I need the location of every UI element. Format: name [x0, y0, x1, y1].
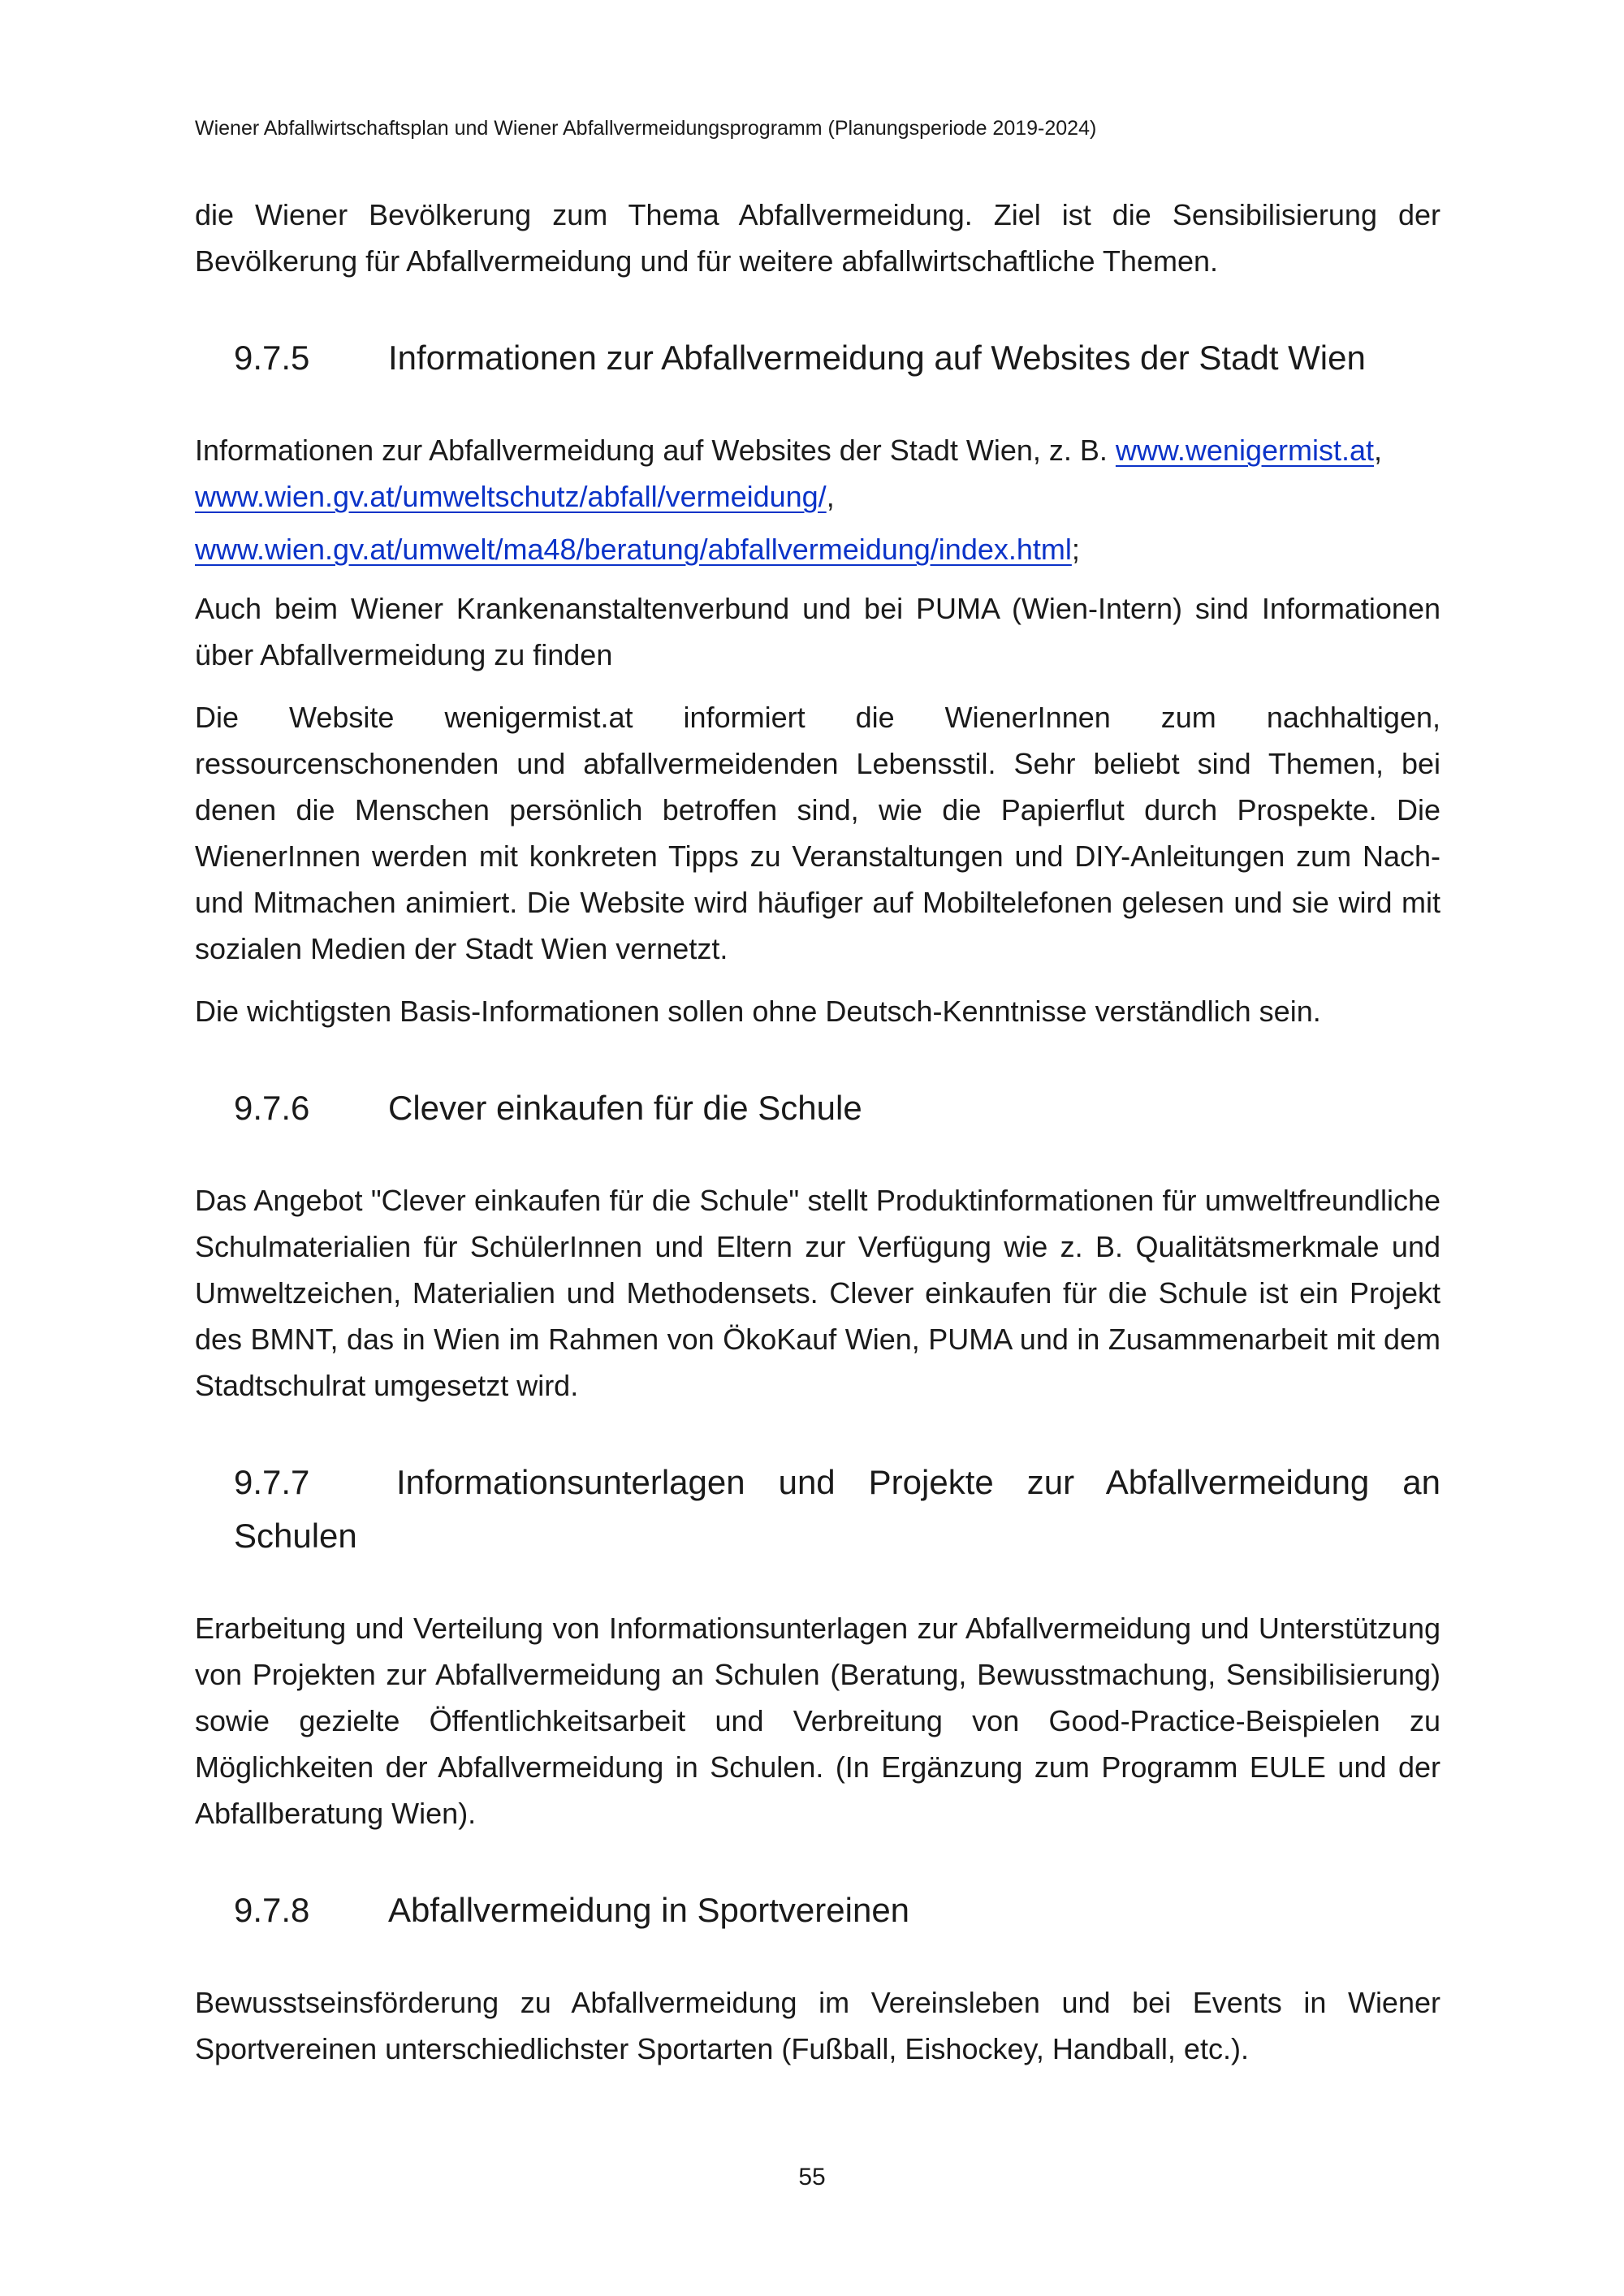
- page-content: [195, 192, 1440, 2088]
- section-title: Clever einkaufen für die Schule: [388, 1089, 862, 1127]
- section-number: 9.7.6: [234, 1089, 310, 1127]
- informationsunterlagen-paragraph: Erarbeitung und Verteilung von Informationsunterlagen zur Abfallvermeidung und Unterstützung von Projekten zur Abfallvermeidung an Schulen (Beratung, Bewusstmachung, Sensibilisierung) sowie gezielte Öffentlichkeitsarbeit und Verbreitung von Good-Practice-Beispielen zu Möglichkeiten der Abfallvermeidung in Schulen. (In Ergänzung zum Programm EULE und der Abfallberatung Wien).: [195, 1612, 1440, 1830]
- clever-einkaufen-paragraph: Das Angebot "Clever einkaufen für die Schule" stellt Produktinformationen für umweltfreundliche Schulmaterialien für SchülerInnen und Eltern zur Verfügung wie z. B. Qualitätsmerkmale und Umweltzeichen, Materialien und Methodensets. Clever einkaufen für die Schule ist ein Projekt des BMNT, das in Wien im Rahmen von ÖkoKauf Wien, PUMA und in Zusammenarbeit mit dem Stadtschulrat umgesetzt wird.: [195, 1184, 1440, 1402]
- link-wenigermist[interactable]: www.wenigermist.at: [1115, 434, 1374, 467]
- link-umweltschutz-abfall-vermeidung[interactable]: www.wien.gv.at/umweltschutz/abfall/vermeidung/: [195, 480, 827, 513]
- krankenanstaltenverbund-paragraph: Auch beim Wiener Krankenanstaltenverbund und bei PUMA (Wien-Intern) sind Informationen über Abfallvermeidung zu finden: [195, 592, 1440, 671]
- running-header: Wiener Abfallwirtschaftsplan und Wiener Abfallvermeidungsprogramm (Planungsperiode 2019-2024): [195, 117, 1097, 140]
- section-title: Abfallvermeidung in Sportvereinen: [388, 1891, 910, 1929]
- sportvereine-paragraph: Bewusstseinsförderung zu Abfallvermeidung im Vereinsleben und bei Events in Wiener Sportvereinen unterschiedlichster Sportarten (Fußball, Eishockey, Handball, etc.).: [195, 1986, 1440, 2065]
- page-number: 55: [798, 2164, 826, 2190]
- section-title: Informationsunterlagen und Projekte zur Abfallvermeidung an Schulen: [234, 1463, 1440, 1555]
- section-number: 9.7.5: [234, 339, 310, 377]
- link-separator: ;: [1071, 533, 1080, 566]
- section-heading-9-7-6: [234, 1081, 1440, 1135]
- section-heading-wrapper: [234, 1456, 1440, 1563]
- basis-informationen-paragraph: Die wichtigsten Basis-Informationen sollen ohne Deutsch-Kenntnisse verständlich sein.: [195, 995, 1321, 1028]
- section-heading-9-7-8: [234, 1884, 1440, 1937]
- link-separator: ,: [1374, 434, 1383, 467]
- link-ma48-paragraph: [195, 526, 1440, 572]
- section-heading-9-7-7: [234, 1456, 1440, 1563]
- wenigermist-paragraph: Die Website wenigermist.at informiert die WienerInnen zum nachhaltigen, ressourcenschonenden und abfallvermeidenden Lebensstil. Sehr beliebt sind Themen, bei denen die Menschen persönlich betroffen sind, wie die Papierflut durch Prospekte. Die WienerInnen werden mit konkreten Tipps zu Veranstaltungen und DIY-Anleitungen zum Nach- und Mitmachen animiert. Die Website wird häufiger auf Mobiltelefonen gelesen und sie wird mit sozialen Medien der Stadt Wien vernetzt.: [195, 701, 1440, 965]
- websites-paragraph: [195, 427, 1440, 520]
- section-number: 9.7.8: [234, 1891, 310, 1929]
- section-heading-9-7-5: [234, 331, 1440, 385]
- link-ma48-abfallvermeidung[interactable]: www.wien.gv.at/umwelt/ma48/beratung/abfallvermeidung/index.html: [195, 533, 1072, 566]
- section-title: Informationen zur Abfallvermeidung auf Websites der Stadt Wien: [388, 339, 1366, 377]
- websites-intro-text: Informationen zur Abfallvermeidung auf Websites der Stadt Wien, z. B.: [195, 434, 1116, 467]
- section-number: 9.7.7: [234, 1463, 310, 1501]
- link-separator: ,: [826, 480, 835, 513]
- intro-paragraph: die Wiener Bevölkerung zum Thema Abfallvermeidung. Ziel ist die Sensibilisierung der Bevölkerung für Abfallvermeidung und für weitere abfallwirtschaftliche Themen.: [195, 198, 1440, 278]
